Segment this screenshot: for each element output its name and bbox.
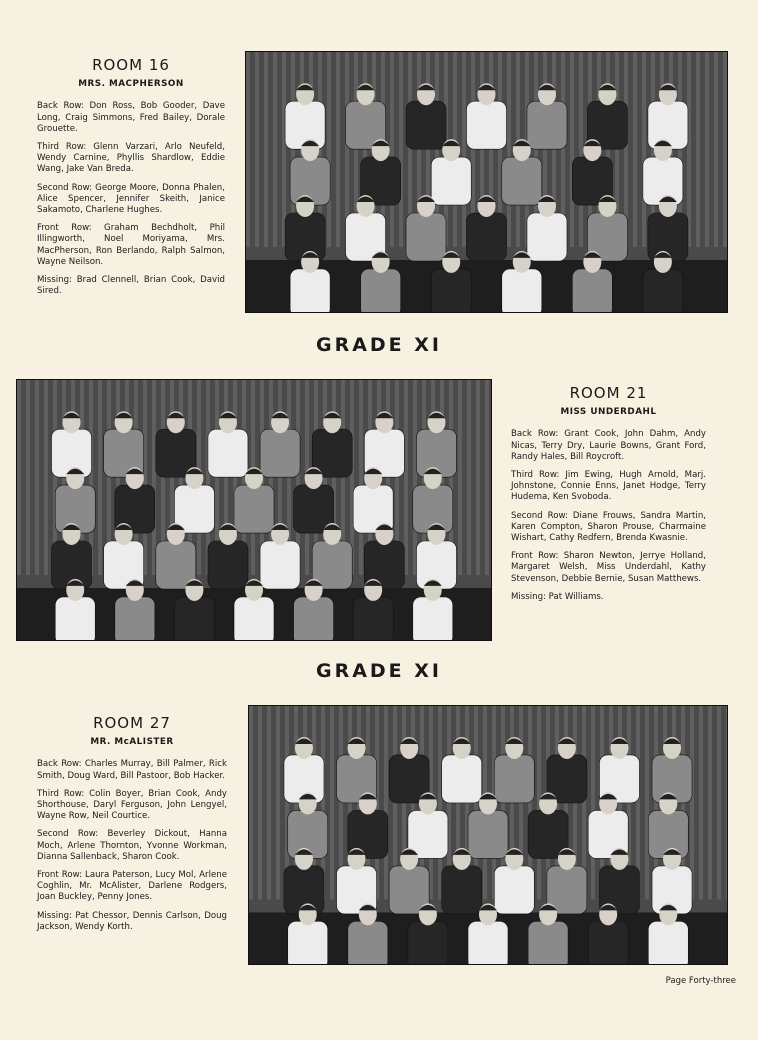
room-27-missing: Missing: Pat Chessor, Dennis Carlson, Doug Jackson, Wendy Korth.	[37, 910, 227, 932]
room-27-title: ROOM 27	[93, 714, 171, 732]
room-16-missing: Missing: Brad Clennell, Brian Cook, David Sired.	[37, 275, 225, 297]
room-21-class-photo	[16, 379, 492, 641]
room-27-front-row: Front Row: Laura Paterson, Lucy Mol, Arlene Coghlin, Mr. McAlister, Darlene Rodgers, Joan Buckley, Penny Jones.	[37, 870, 227, 903]
room-27-caption	[37, 714, 227, 940]
room-21-caption	[511, 384, 706, 610]
room-16-back-row: Back Row: Don Ross, Bob Gooder, Dave Long, Craig Simmons, Fred Bailey, Dorale Grouette.	[37, 101, 225, 134]
room-27-third-row: Third Row: Colin Boyer, Brian Cook, Andy Shorthouse, Daryl Ferguson, John Lengyel, Wayne Row, Neil Courtice.	[37, 788, 227, 822]
room-16-front-row: Front Row: Graham Bechdholt, Phil Illingworth, Noel Moriyama, Mrs. MacPherson, Ron Berlando, Ralph Salmon, Wayne Neilson.	[37, 223, 225, 267]
page-number: Page Forty-three	[665, 976, 736, 986]
room-16-title: ROOM 16	[92, 56, 170, 74]
room-16-caption	[37, 56, 225, 304]
room-21-third-row: Third Row: Jim Ewing, Hugh Arnold, Marj. Johnstone, Connie Enns, Janet Hodge, Terry Hudema, Ken Svoboda.	[511, 470, 706, 503]
grade-heading-1: GRADE XI	[315, 334, 442, 356]
room-27-second-row: Second Row: Beverley Dickout, Hanna Moch, Arlene Thornton, Yvonne Workman, Dianna Sallenback, Sharon Cook.	[37, 829, 227, 862]
grade-heading-2: GRADE XI	[315, 660, 442, 682]
room-21-title: ROOM 21	[569, 384, 648, 402]
room-16-third-row: Third Row: Glenn Varzari, Arlo Neufeld, Wendy Carnine, Phyllis Shardlow, Eddie Wang, Jake Van Breda.	[37, 142, 225, 175]
room-16-class-photo	[245, 51, 728, 313]
room-21-missing: Missing: Pat Williams.	[511, 591, 604, 602]
room-27-teacher: MR. McALISTER	[90, 737, 174, 748]
room-27-back-row: Back Row: Charles Murray, Bill Palmer, Rick Smith, Doug Ward, Bill Pastoor, Bob Hacker.	[37, 759, 227, 781]
room-21-back-row: Back Row: Grant Cook, John Dahm, Andy Nicas, Terry Dry, Laurie Bowns, Grant Ford, Randy Hales, Bill Roycroft.	[511, 429, 706, 462]
room-16-teacher: MRS. MACPHERSON	[78, 79, 184, 90]
room-27-class-photo	[248, 705, 728, 965]
room-21-teacher: MISS UNDERDAHL	[560, 407, 657, 418]
room-16-second-row: Second Row: George Moore, Donna Phalen, Alice Spencer, Jennifer Skeith, Janice Sakamoto, Charlene Hughes.	[37, 182, 225, 216]
room-21-second-row: Second Row: Diane Frouws, Sandra Martin, Karen Compton, Sharon Prouse, Charmaine Wishart, Cathy Redfern, Brenda Kwasnie.	[511, 510, 706, 544]
room-21-front-row: Front Row: Sharon Newton, Jerrye Holland, Margaret Welsh, Miss Underdahl, Kathy Stevenson, Debbie Bernie, Susan Matthews.	[511, 551, 706, 584]
